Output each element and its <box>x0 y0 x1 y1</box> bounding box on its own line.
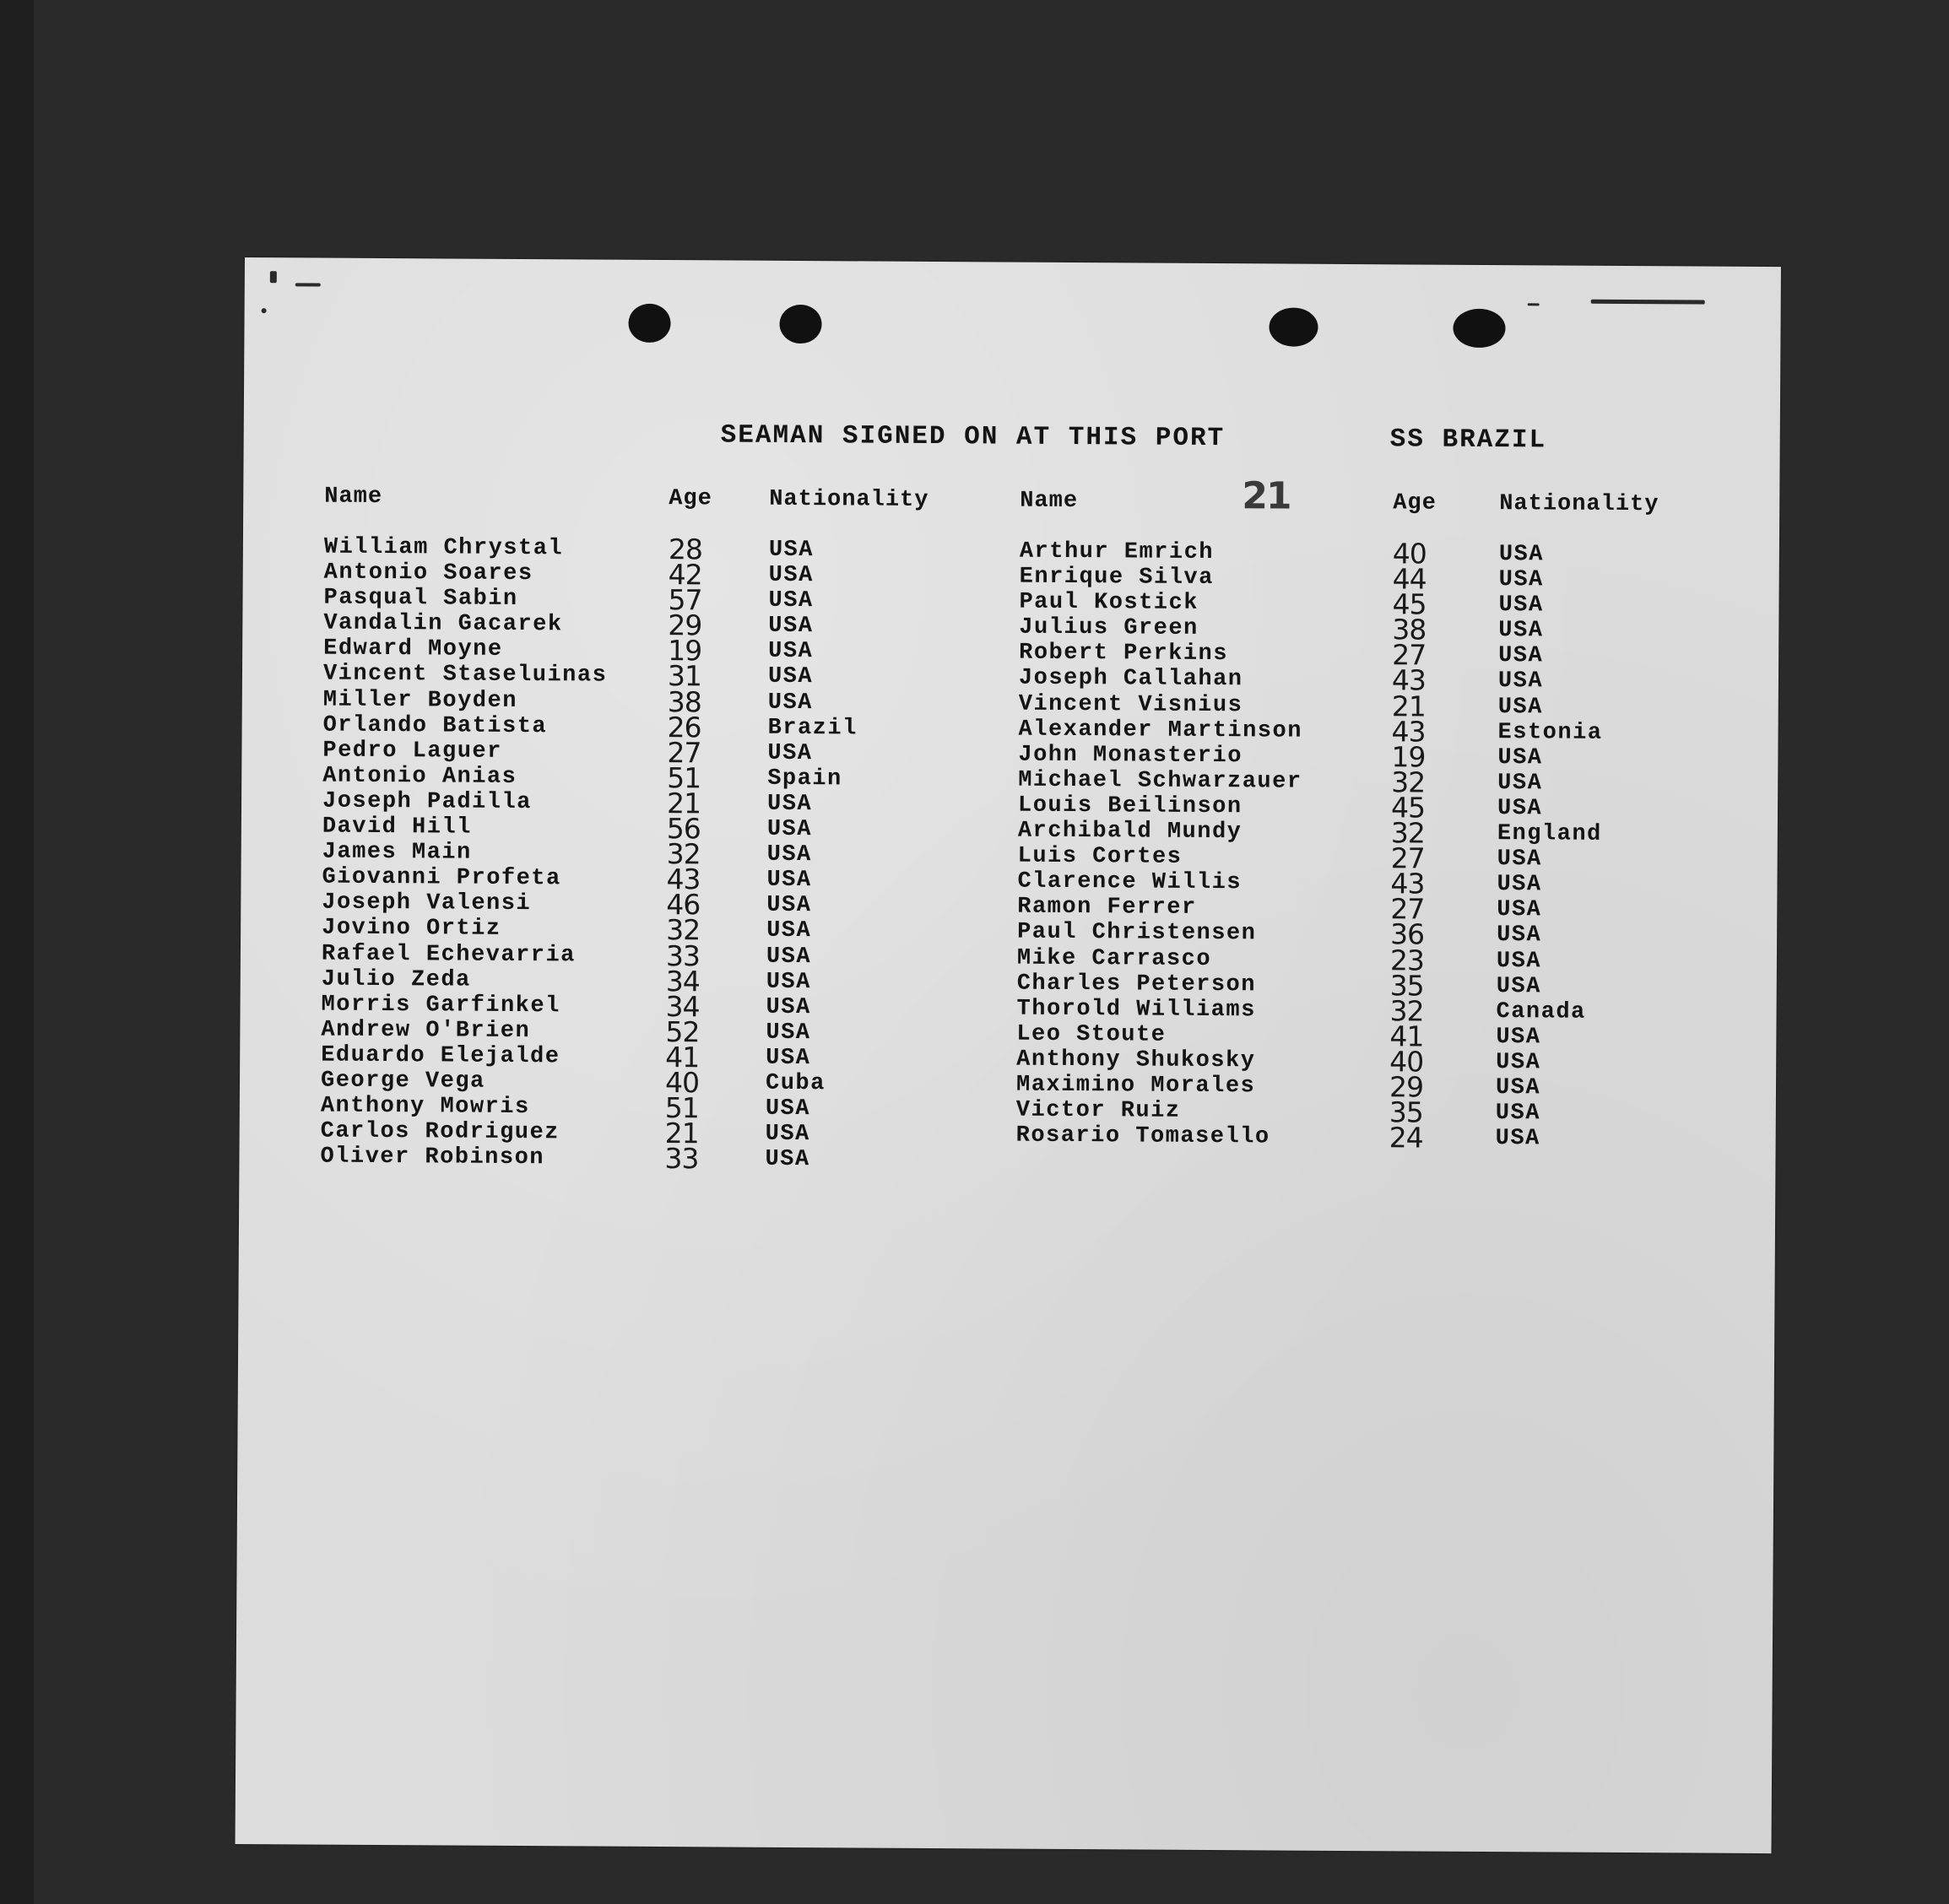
document-sheet <box>236 257 1781 1853</box>
crew-nationality: USA <box>766 918 812 944</box>
crew-nationality: USA <box>1495 1075 1541 1101</box>
crew-name: Antonio Anias <box>322 763 517 790</box>
crew-nationality: USA <box>1497 872 1542 898</box>
crew-name: Julio Zeda <box>321 966 471 993</box>
crew-nationality: Spain <box>767 765 842 792</box>
crew-age: 40 <box>664 1066 700 1100</box>
crew-nationality: USA <box>767 740 813 766</box>
crew-nationality: USA <box>1497 770 1543 797</box>
crew-nationality: USA <box>766 791 813 818</box>
crew-name: Arthur Emrich <box>1019 538 1215 566</box>
crew-name: George Vega <box>320 1068 485 1095</box>
crew-name: Andrew O'Brien <box>321 1017 531 1044</box>
crew-age: 21 <box>664 1117 699 1150</box>
crew-age: 21 <box>666 787 701 820</box>
crew-nationality: USA <box>766 816 813 843</box>
crew-name: Giovanni Profeta <box>322 864 561 892</box>
header-name: Name <box>324 484 383 511</box>
crew-name: Louis Beilinson <box>1017 792 1242 820</box>
crew-name: Alexander Martinson <box>1018 717 1303 744</box>
crew-age: 57 <box>668 583 702 617</box>
crew-age: 38 <box>1392 613 1427 646</box>
crew-name: Anthony Mowris <box>320 1093 530 1121</box>
crew-age: 43 <box>666 863 701 896</box>
crew-age: 38 <box>667 684 701 718</box>
crew-nationality: USA <box>766 841 812 868</box>
crew-age: 36 <box>1390 917 1425 951</box>
crew-nationality: USA <box>767 664 814 690</box>
crew-name: Joseph Padilla <box>322 788 532 816</box>
crew-name: Victor Ruiz <box>1015 1097 1181 1124</box>
crew-nationality: Estonia <box>1497 719 1603 746</box>
crew-nationality: USA <box>768 537 815 564</box>
crew-age: 41 <box>1389 1020 1424 1053</box>
crew-name: Vincent Visnius <box>1018 691 1243 718</box>
crew-nationality: USA <box>766 868 812 894</box>
crew-nationality: USA <box>1497 897 1542 923</box>
crew-nationality: USA <box>766 1020 811 1046</box>
crew-name: Edward Moyne <box>323 636 503 663</box>
crew-nationality: Canada <box>1496 998 1586 1025</box>
crew-age: 40 <box>1389 1045 1424 1079</box>
crew-name: Anthony Shukosky <box>1016 1047 1256 1074</box>
crew-age: 41 <box>665 1040 700 1074</box>
crew-name: Clarence Willis <box>1017 868 1242 896</box>
crew-nationality: USA <box>766 1045 811 1071</box>
header-name: Name <box>1020 488 1079 515</box>
crew-name: Michael Schwarzauer <box>1018 767 1302 795</box>
crew-age: 43 <box>1391 663 1427 698</box>
crew-name: John Monasterio <box>1018 742 1243 769</box>
crew-age: 33 <box>665 938 701 972</box>
crew-age: 28 <box>668 533 703 566</box>
crew-age: 51 <box>667 760 701 795</box>
crew-name: Leo Stoute <box>1016 1021 1167 1048</box>
right-rows <box>1015 537 1603 1155</box>
crew-list <box>236 257 1781 1853</box>
crew-age: 31 <box>667 659 702 693</box>
crew-nationality: USA <box>765 1147 810 1173</box>
crew-name: James Main <box>322 839 472 866</box>
crew-age: 35 <box>1389 968 1424 1003</box>
crew-age: 34 <box>665 964 700 998</box>
crew-nationality: USA <box>766 944 812 970</box>
crew-name: Pasqual Sabin <box>323 585 518 613</box>
crew-name: Ramon Ferrer <box>1017 894 1197 922</box>
crew-age: 44 <box>1392 562 1427 596</box>
crew-age: 27 <box>1392 638 1427 672</box>
crew-name: Eduardo Elejalde <box>321 1042 560 1070</box>
left-rows <box>320 533 858 1176</box>
crew-name: Vincent Staseluinas <box>322 662 608 690</box>
crew-age: 27 <box>1390 841 1425 875</box>
left-column <box>320 484 929 1176</box>
crew-nationality: USA <box>1497 694 1543 720</box>
crew-age: 51 <box>664 1091 699 1125</box>
crew-age: 45 <box>1392 587 1427 621</box>
crew-nationality: USA <box>765 1121 810 1148</box>
crew-name: William Chrystal <box>323 534 564 562</box>
crew-age: 26 <box>667 710 701 744</box>
crew-nationality: USA <box>1498 567 1544 593</box>
crew-name: Orlando Batista <box>322 712 548 739</box>
crew-nationality: Cuba <box>765 1070 826 1097</box>
header-age: Age <box>669 486 712 512</box>
header-nationality: Nationality <box>1499 491 1659 518</box>
crew-nationality: USA <box>1496 948 1542 974</box>
right-column <box>1015 488 1659 1155</box>
crew-age: 43 <box>1391 714 1426 749</box>
crew-nationality: USA <box>766 969 811 995</box>
crew-age: 19 <box>668 634 702 668</box>
crew-age: 34 <box>665 989 700 1023</box>
ship-name: SS BRAZIL <box>1389 425 1547 456</box>
crew-nationality: USA <box>1495 1126 1540 1152</box>
crew-nationality: Brazil <box>767 715 858 742</box>
crew-name: Joseph Callahan <box>1018 666 1243 693</box>
crew-name: Rafael Echevarria <box>321 941 577 968</box>
crew-age: 19 <box>1391 740 1426 774</box>
crew-age: 29 <box>668 609 702 642</box>
crew-name: Rosario Tomasello <box>1015 1122 1270 1150</box>
crew-name: Charles Peterson <box>1016 971 1257 998</box>
crew-name: Antonio Soares <box>323 560 533 587</box>
crew-nationality: USA <box>768 639 814 665</box>
crew-age: 46 <box>666 888 701 922</box>
crew-name: Maximino Morales <box>1015 1072 1256 1100</box>
crew-age: 21 <box>1391 689 1426 723</box>
crew-nationality: USA <box>767 690 813 716</box>
film-frame-edge <box>0 0 34 1904</box>
page-number: 21 <box>1242 474 1291 518</box>
crew-age: 32 <box>666 913 701 947</box>
crew-nationality: USA <box>1497 668 1544 695</box>
crew-name: Luis Cortes <box>1017 843 1183 870</box>
crew-nationality: USA <box>1497 847 1542 873</box>
crew-nationality: USA <box>768 587 814 614</box>
crew-name: Jovino Ortiz <box>322 915 501 943</box>
header-age: Age <box>1393 490 1437 517</box>
crew-age: 32 <box>666 837 701 871</box>
crew-name: David Hill <box>322 814 473 841</box>
crew-nationality: USA <box>1497 922 1542 949</box>
crew-name: Carlos Rodriguez <box>320 1118 560 1146</box>
crew-age: 52 <box>665 1014 700 1049</box>
crew-name: Pedro Laguer <box>322 738 502 765</box>
crew-nationality: USA <box>766 994 811 1020</box>
crew-age: 40 <box>1392 537 1427 571</box>
crew-name: Joseph Valensi <box>322 890 532 917</box>
crew-age: 42 <box>668 558 702 592</box>
crew-age: 27 <box>667 735 701 770</box>
crew-nationality: USA <box>1495 1101 1541 1127</box>
crew-nationality: USA <box>768 614 814 640</box>
crew-nationality: USA <box>1496 1024 1541 1051</box>
crew-age: 24 <box>1389 1121 1423 1155</box>
crew-name: Morris Garfinkel <box>321 992 560 1019</box>
crew-age: 43 <box>1390 867 1425 901</box>
crew-name: Thorold Williams <box>1016 996 1256 1024</box>
crew-nationality: USA <box>1498 618 1544 644</box>
crew-nationality: USA <box>1497 744 1543 771</box>
crew-name: Mike Carrasco <box>1016 945 1212 972</box>
header-nationality: Nationality <box>769 486 929 513</box>
document-title: SEAMAN SIGNED ON AT THIS PORT <box>720 420 1226 454</box>
crew-age: 29 <box>1389 1070 1424 1104</box>
crew-name: Julius Green <box>1019 614 1199 642</box>
crew-age: 23 <box>1389 943 1425 977</box>
crew-name: Archibald Mundy <box>1017 818 1242 846</box>
crew-name: Robert Perkins <box>1019 640 1229 668</box>
crew-nationality: USA <box>1496 1049 1541 1076</box>
crew-nationality: England <box>1497 821 1602 847</box>
crew-age: 32 <box>1391 765 1426 799</box>
crew-name: Miller Boyden <box>322 687 518 714</box>
crew-age: 27 <box>1390 892 1425 926</box>
crew-nationality: USA <box>1496 973 1541 999</box>
crew-nationality: USA <box>1498 643 1544 669</box>
crew-nationality: USA <box>1498 542 1545 568</box>
crew-name: Paul Christensen <box>1017 920 1257 947</box>
crew-name: Oliver Robinson <box>320 1144 545 1171</box>
crew-nationality: USA <box>766 893 812 919</box>
crew-age: 56 <box>666 812 701 846</box>
crew-name: Paul Kostick <box>1019 589 1199 617</box>
crew-age: 35 <box>1389 1095 1423 1129</box>
crew-age: 45 <box>1390 791 1426 825</box>
crew-nationality: USA <box>765 1095 811 1122</box>
crew-name: Vandalin Gacarek <box>323 610 563 638</box>
crew-age: 33 <box>664 1142 699 1176</box>
crew-age: 32 <box>1390 816 1425 850</box>
crew-nationality: USA <box>1498 592 1544 619</box>
crew-nationality: USA <box>768 562 814 589</box>
crew-nationality: USA <box>1497 796 1543 822</box>
crew-name: Enrique Silva <box>1019 564 1214 592</box>
crew-age: 32 <box>1389 993 1424 1028</box>
